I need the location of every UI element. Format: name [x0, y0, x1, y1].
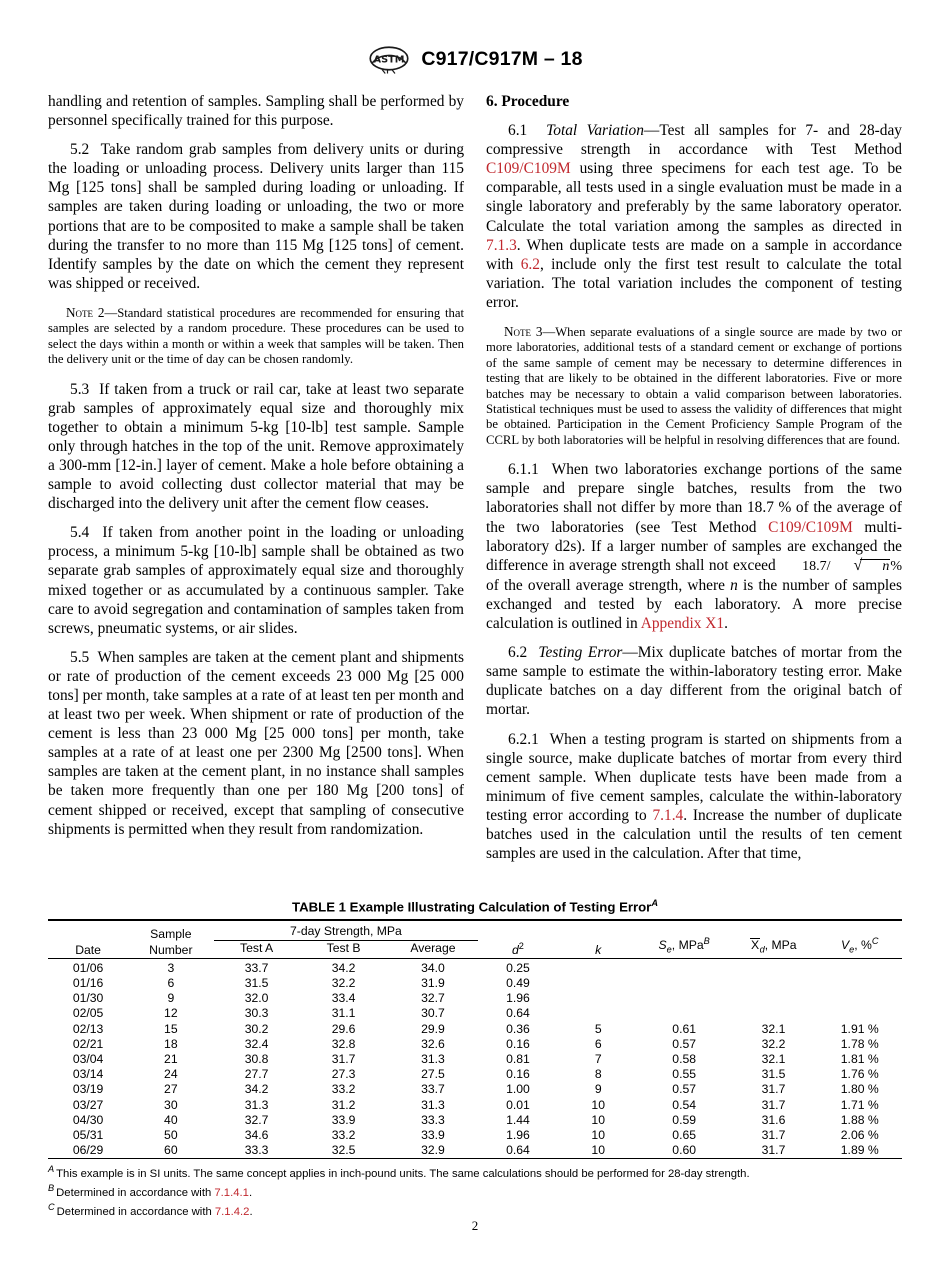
- table-1-title: [48, 898, 902, 914]
- cell-xd: 31.6: [761, 1112, 786, 1127]
- cell-average: 30.7: [421, 1006, 445, 1021]
- cell-sample-number: 9: [167, 991, 175, 1006]
- section-6-2-1-text-2: . Increase the number of duplicate batches used in the calculation until the results of ten cement samples are used in the calculation. After that time,: [486, 806, 902, 863]
- cell-xd: 31.7: [761, 1082, 786, 1097]
- header-average: Average: [410, 940, 456, 955]
- cell-se: [639, 1006, 730, 1021]
- section-5-5: [48, 648, 464, 839]
- cell-average: 32.7: [421, 991, 445, 1006]
- cell-se: 0.59: [672, 1112, 697, 1127]
- formula-18-7-over-sqrt-n: [780, 556, 902, 576]
- cell-se: 0.65: [672, 1128, 697, 1143]
- cell-date: 01/06: [72, 960, 104, 975]
- cell-ve: [818, 1006, 902, 1021]
- footnote-text: Determined in accordance with: [56, 1187, 215, 1200]
- section-6-2-number: 6.2: [508, 644, 528, 662]
- cell-ve: 1.81 %: [840, 1052, 879, 1067]
- section-5-3-number: 5.3: [70, 380, 90, 398]
- cell-se: 0.58: [672, 1052, 697, 1067]
- header-ve-pct: $V_e$, %$^C$: [841, 936, 879, 955]
- cell-xd: 32.1: [761, 1021, 786, 1036]
- table-row: [48, 1006, 902, 1021]
- astm-logo-icon: [367, 45, 411, 75]
- cell-xd: [729, 1006, 817, 1021]
- cell-ve: 1.78 %: [840, 1036, 879, 1051]
- cell-date: 02/05: [72, 1006, 104, 1021]
- cell-average: 31.3: [421, 1052, 445, 1067]
- section-6-1-1: [486, 460, 902, 633]
- cell-test-b: 32.5: [331, 1143, 356, 1158]
- section-5-4: [48, 523, 464, 638]
- header-sample-number: [128, 920, 213, 958]
- cell-sample-number: 60: [164, 1143, 178, 1158]
- cell-ve: [818, 991, 902, 1006]
- cell-d-squared: 1.96: [506, 991, 530, 1006]
- section-6-1-text-4: , include only the first test result to calculate the total variation. The total variation includes the component of testing error.: [486, 255, 902, 311]
- section-6-2-text: —Mix duplicate batches of mortar from the same sample to estimate the within-laboratory testing error. Make duplicate batches on a day different from the original batch of mortar.: [486, 644, 902, 719]
- section-5-5-number: 5.5: [70, 648, 90, 666]
- cell-k: 10: [591, 1112, 605, 1127]
- cell-xd: 31.7: [761, 1097, 786, 1112]
- cell-date: 05/31: [72, 1128, 104, 1143]
- cell-test-a: 32.7: [244, 1112, 269, 1127]
- cell-average: 27.5: [421, 1067, 445, 1082]
- header-7-day-strength: 7-day Strength, MPa: [214, 920, 479, 940]
- cell-date: 06/29: [72, 1143, 104, 1158]
- section-5-3-text: If taken from a truck or rail car, take at least two separate grab samples of approximately equal size and thoroughly mix together to obtain a minimum 5-kg [10-lb] test sample. Sample only through hatches in the top of the unit. Remove approximately a 300-mm [12-in.] layer of cement. Make a hole before obtaining a sample to avoid collecting dust collector material that may be discharged into the delivery unit after the cement flow ceases.: [48, 380, 464, 513]
- section-5-2-text: Take random grab samples from delivery units or during the loading or unloading process. Delivery units larger than 115 Mg [125 tons] shall be sampled during loading or unloading. If samples are taken during loading or unloading, the two or more portions that are to be composited to make a sample shall be taken during the transfer to no more than 115 Mg [125 tons] of cement. Identify samples by the date on which the cement they represent was shipped or received.: [48, 141, 465, 292]
- cell-k: [558, 991, 639, 1006]
- left-text-column: [48, 92, 464, 839]
- formula-unit: %: [890, 558, 902, 574]
- section-5-5-text: When samples are taken at the cement plant and shipments or rate of production of the cement exceeds 23 000 Mg [25 000 tons] per month, take samples at a rate of at least ten per month and at least two per week. When shipment or rate of production of the cement is less than 23 000 Mg [25 000 tons] per month, take samples at a rate of at least one per 2300 Mg [2500 tons]. When samples are taken at the cement plant, in no instance shall samples be taken more frequently than one per 180 Mg [200 tons] of cement shipped or received, except that sampling of consecutive shipments is permitted when they result from randomization.: [48, 648, 464, 838]
- cell-ve: 1.88 %: [840, 1112, 879, 1127]
- cell-test-b: 33.4: [331, 991, 356, 1006]
- cell-sample-number: 40: [164, 1112, 178, 1127]
- cell-se: 0.55: [672, 1067, 697, 1082]
- cell-sample-number: 6: [167, 976, 175, 990]
- cell-sample-number: 15: [164, 1021, 178, 1036]
- cell-average: 31.9: [421, 976, 445, 990]
- cell-xd: 31.5: [761, 1067, 786, 1082]
- footnote-tail: .: [249, 1206, 253, 1219]
- link-c109-c109m[interactable]: C109/C109M: [486, 160, 571, 178]
- link-6-2[interactable]: 6.2: [520, 255, 540, 273]
- cell-d-squared: 1.44: [506, 1112, 530, 1127]
- cell-xd: [729, 991, 817, 1006]
- note-2: [48, 305, 464, 368]
- cell-se: 0.57: [672, 1082, 697, 1097]
- cell-test-b: 27.3: [331, 1067, 356, 1082]
- cell-se: [639, 976, 730, 991]
- footnote-mark: C: [48, 1202, 55, 1213]
- table-header-row-1: [48, 920, 902, 940]
- cell-k: 5: [594, 1021, 602, 1036]
- cell-test-a: 34.2: [244, 1082, 269, 1097]
- cell-test-a: 30.2: [244, 1021, 269, 1036]
- section-6-1-1-text-4: is the number of samples exchanged and tested by each laboratory. A more precise calculation is outlined in: [486, 576, 902, 633]
- footnote-text: Determined in accordance with: [56, 1206, 215, 1219]
- cell-test-b: 33.2: [331, 1128, 356, 1143]
- header-sample-number-line1: Sample: [150, 927, 192, 942]
- cell-d-squared: 1.96: [506, 1128, 530, 1143]
- cell-date: 03/19: [72, 1082, 104, 1097]
- cell-k: 6: [594, 1036, 602, 1051]
- cell-date: 03/27: [72, 1097, 104, 1112]
- cell-date: 04/30: [72, 1112, 104, 1127]
- cell-average: 31.3: [421, 1097, 445, 1112]
- header-test-a: Test A: [239, 940, 274, 955]
- section-6-1-1-number: 6.1.1: [508, 461, 539, 479]
- cell-test-a: 34.6: [244, 1128, 269, 1143]
- cell-sample-number: 18: [164, 1036, 178, 1051]
- section-6-heading: 6. Procedure: [486, 93, 570, 110]
- table-footnotes: [48, 1162, 902, 1219]
- table-1: [48, 919, 902, 1159]
- cell-test-a: 33.7: [244, 960, 269, 975]
- variable-n: n: [730, 576, 738, 594]
- cell-date: 01/16: [72, 976, 104, 990]
- table-footnote: [48, 1200, 902, 1219]
- footnote-mark: A: [48, 1164, 55, 1175]
- cell-d-squared: 0.16: [506, 1067, 530, 1082]
- section-6-1-text-2: using three specimens for each test age. To be comparable, all tests used in a single evaluation must be made in a single laboratory and preferably by the same laboratory operator. Calculate the total variation among the samples as directed in: [486, 160, 902, 235]
- cell-date: 02/21: [72, 1036, 104, 1051]
- link-7-1-3[interactable]: 7.1.3: [486, 236, 517, 254]
- table-row: [48, 1143, 902, 1159]
- cell-ve: 1.76 %: [840, 1067, 879, 1082]
- header-sample-number-line2: Number: [149, 942, 193, 957]
- cell-ve: 1.71 %: [840, 1097, 879, 1112]
- cell-sample-number: 21: [164, 1052, 178, 1067]
- cell-d-squared: 0.64: [506, 1143, 530, 1158]
- cell-k: [558, 976, 639, 991]
- svg-text:ASTM: ASTM: [373, 54, 405, 66]
- cell-d-squared: 0.36: [506, 1021, 530, 1036]
- link-c109-c109m-2[interactable]: C109/C109M: [768, 518, 853, 536]
- table-row: [48, 958, 902, 976]
- section-6-2: [486, 643, 902, 719]
- cell-sample-number: 30: [164, 1097, 178, 1112]
- cell-se: 0.60: [672, 1143, 697, 1158]
- footnote-link[interactable]: 7.1.4.1: [214, 1187, 249, 1200]
- cell-date: 02/13: [72, 1021, 104, 1036]
- section-6-1-title: Total Variation: [546, 122, 644, 140]
- cell-average: 29.9: [421, 1021, 445, 1036]
- cell-xd: 31.7: [761, 1128, 786, 1143]
- cell-test-b: 31.1: [331, 1006, 356, 1021]
- cell-ve: 1.91 %: [840, 1021, 879, 1036]
- section-6-1: [486, 121, 902, 312]
- cell-xd: 31.7: [761, 1143, 786, 1158]
- section-6-1-text-3: . When duplicate tests are made on a sample in accordance with: [486, 236, 902, 273]
- link-7-1-4[interactable]: 7.1.4: [652, 806, 684, 824]
- footnote-mark: B: [48, 1183, 55, 1194]
- cell-date: 03/14: [72, 1067, 104, 1082]
- cell-test-a: 27.7: [244, 1067, 269, 1082]
- cell-se: [639, 991, 730, 1006]
- table-row: [48, 976, 902, 991]
- cell-se: [639, 958, 730, 976]
- table-row: [48, 1067, 902, 1082]
- cell-average: 33.3: [421, 1112, 445, 1127]
- cell-test-a: 30.3: [244, 1006, 269, 1021]
- table-row: [48, 1037, 902, 1052]
- square-root-icon: √ n: [853, 556, 890, 574]
- cell-test-a: 30.8: [244, 1052, 269, 1067]
- section-5-2-number: 5.2: [70, 141, 90, 159]
- note-2-text: —Standard statistical procedures are recommended for ensuring that samples are selected by a random procedure. These procedures can be used to select the days within a month or within a week that samples will be taken. Then the delivery unit or the time of day can be chosen randomly.: [48, 305, 464, 367]
- cell-date: 03/04: [72, 1052, 104, 1067]
- paragraph-continuation: handling and retention of samples. Sampling shall be performed by personnel specifically trained for this purpose.: [48, 93, 464, 130]
- table-1-title-footnote-mark: A: [651, 898, 658, 908]
- cell-xd: 32.1: [761, 1052, 786, 1067]
- cell-date: 01/30: [72, 991, 104, 1006]
- standard-designation: C917/C917M – 18: [421, 47, 583, 70]
- cell-k: 10: [591, 1097, 605, 1112]
- table-1-container: [48, 898, 902, 1219]
- header-date: Date: [75, 942, 101, 957]
- cell-k: [558, 1006, 639, 1021]
- cell-test-a: 32.4: [244, 1036, 269, 1051]
- cell-test-b: 33.9: [331, 1112, 356, 1127]
- cell-average: 33.9: [421, 1128, 445, 1143]
- cell-sample-number: 27: [164, 1082, 178, 1097]
- table-footnote: [48, 1181, 902, 1200]
- cell-ve: 2.06 %: [840, 1128, 879, 1143]
- footnote-tail: .: [248, 1187, 253, 1200]
- cell-d-squared: 0.16: [506, 1036, 530, 1051]
- cell-k: 10: [591, 1143, 605, 1158]
- note-3: [486, 324, 902, 448]
- cell-ve: [818, 976, 902, 991]
- section-6-1-1-text-3: of the overall average strength, where: [486, 576, 731, 594]
- cell-sample-number: 12: [164, 1006, 178, 1021]
- cell-sample-number: 50: [164, 1128, 178, 1143]
- table-row: [48, 1098, 902, 1113]
- cell-xd: [729, 958, 817, 976]
- header-test-b: Test B: [326, 940, 361, 955]
- header-k: k: [595, 942, 602, 957]
- cell-test-b: 34.2: [331, 960, 356, 975]
- cell-d-squared: 0.01: [506, 1097, 530, 1112]
- cell-xd: [729, 976, 817, 991]
- cell-test-b: 29.6: [331, 1021, 356, 1036]
- cell-sample-number: 3: [167, 960, 175, 975]
- section-6-1-number: 6.1: [508, 122, 528, 140]
- cell-d-squared: 0.64: [506, 1006, 530, 1021]
- table-row: [48, 1082, 902, 1097]
- right-text-column: [486, 92, 902, 863]
- section-6-2-1: [486, 730, 902, 864]
- cell-test-a: 31.5: [244, 976, 269, 990]
- header-se-mpa: $S_e$, MPa$^B$: [658, 936, 710, 955]
- cell-ve: 1.80 %: [840, 1082, 879, 1097]
- cell-average: 34.0: [421, 960, 445, 975]
- cell-k: [558, 958, 639, 976]
- table-row: [48, 991, 902, 1006]
- formula-radicand: n: [860, 559, 890, 575]
- cell-k: 9: [594, 1082, 602, 1097]
- section-6-2-1-text-1: When a testing program is started on shipments from a single source, make duplicate batches of mortar from every third cement sample. When duplicate tests have been made from a minimum of five cement samples, calculate the within-laboratory testing error according to: [486, 730, 902, 824]
- cell-d-squared: 0.81: [506, 1052, 530, 1067]
- document-header: [0, 44, 950, 74]
- cell-k: 7: [594, 1052, 602, 1067]
- table-row: [48, 1022, 902, 1037]
- cell-xd: 32.2: [761, 1036, 786, 1051]
- page-number: 2: [471, 1218, 479, 1233]
- cell-test-b: 33.2: [331, 1082, 356, 1097]
- table-footnote: [48, 1162, 902, 1181]
- cell-test-b: 31.7: [331, 1052, 356, 1067]
- formula-numerator: 18.7/: [802, 558, 831, 574]
- cell-se: 0.57: [672, 1036, 697, 1051]
- header-xd-mpa: $X_d$, MPa: [750, 938, 797, 955]
- table-row: [48, 1052, 902, 1067]
- section-5-2: [48, 140, 464, 293]
- section-5-3: [48, 380, 464, 514]
- cell-average: 32.9: [421, 1143, 445, 1158]
- section-6-1-1-text-1: When two laboratories exchange portions of the same sample and prepare single batches, results from the two laboratories shall not differ by more than 18.7 % of the average of the two laboratories (see Test Method: [486, 461, 903, 536]
- cell-k: 10: [591, 1128, 605, 1143]
- section-6-1-text-1: —Test all samples for 7- and 28-day compressive strength in accordance with Test Method: [486, 122, 902, 159]
- cell-average: 32.6: [421, 1036, 445, 1051]
- cell-test-a: 31.3: [244, 1097, 269, 1112]
- section-6-1-1-text-2: multi-laboratory d2s). If a larger number of samples are exchanged the difference in average strength shall not exceed: [486, 518, 903, 574]
- section-5-4-number: 5.4: [70, 524, 90, 542]
- link-appendix-x1[interactable]: Appendix X1: [640, 615, 725, 633]
- footnote-text: This example is in SI units. The same concept applies in inch-pound units. The same calculations should be performed for 28-day strength.: [56, 1168, 750, 1181]
- table-body: [48, 958, 902, 1159]
- footnote-link[interactable]: 7.1.4.2: [214, 1206, 250, 1219]
- cell-ve: 1.89 %: [840, 1143, 879, 1158]
- cell-test-b: 32.8: [331, 1036, 356, 1051]
- note-3-text: —When separate evaluations of a single source are made by two or more laboratories, additional tests of a standard cement or exchange of portions of the same sample of cement may be necessary to determine differences in testing that are likely to be obtained in the different laboratories. Five or more batches may be necessary to obtain a valid comparison between laboratories. Statistical techniques must be used to assess the validity of differences that might be obtained. Participation in the Cement Proficiency Sample Program of the CCRL by both laboratories will be helpful in resolving differences that are found.: [486, 325, 902, 447]
- section-6-1-1-text-5: .: [724, 615, 728, 633]
- cell-d-squared: 0.25: [506, 960, 530, 975]
- cell-se: 0.61: [672, 1021, 697, 1036]
- section-6-2-1-number: 6.2.1: [508, 730, 539, 748]
- cell-test-a: 33.3: [244, 1143, 269, 1158]
- cell-test-a: 32.0: [244, 991, 269, 1006]
- section-6-2-title: Testing Error: [538, 644, 623, 662]
- table-row: [48, 1113, 902, 1128]
- cell-se: 0.54: [672, 1097, 697, 1112]
- table-1-title-text: TABLE 1 Example Illustrating Calculation of Testing Error: [292, 899, 652, 915]
- table-row: [48, 1128, 902, 1143]
- cell-d-squared: 0.49: [506, 976, 530, 990]
- note-3-label: Note 3: [504, 324, 543, 340]
- cell-d-squared: 1.00: [506, 1082, 530, 1097]
- cell-ve: [818, 958, 902, 976]
- cell-average: 33.7: [421, 1082, 445, 1097]
- cell-test-b: 31.2: [331, 1097, 356, 1112]
- cell-test-b: 32.2: [331, 976, 356, 990]
- cell-sample-number: 24: [164, 1067, 178, 1082]
- section-5-4-text: If taken from another point in the loading or unloading process, a minimum 5-kg [10-lb] sample shall be obtained as two separate grab samples of approximately equal size and thoroughly mixed together or as accumulated by a continuous sampler. Take care to avoid segregation and contamination of samples taken from screws, pneumatic systems, or air slides.: [48, 524, 464, 637]
- note-2-label: Note 2: [66, 304, 105, 320]
- header-d-squared: d$^2$: [511, 940, 524, 957]
- cell-k: 8: [594, 1067, 602, 1082]
